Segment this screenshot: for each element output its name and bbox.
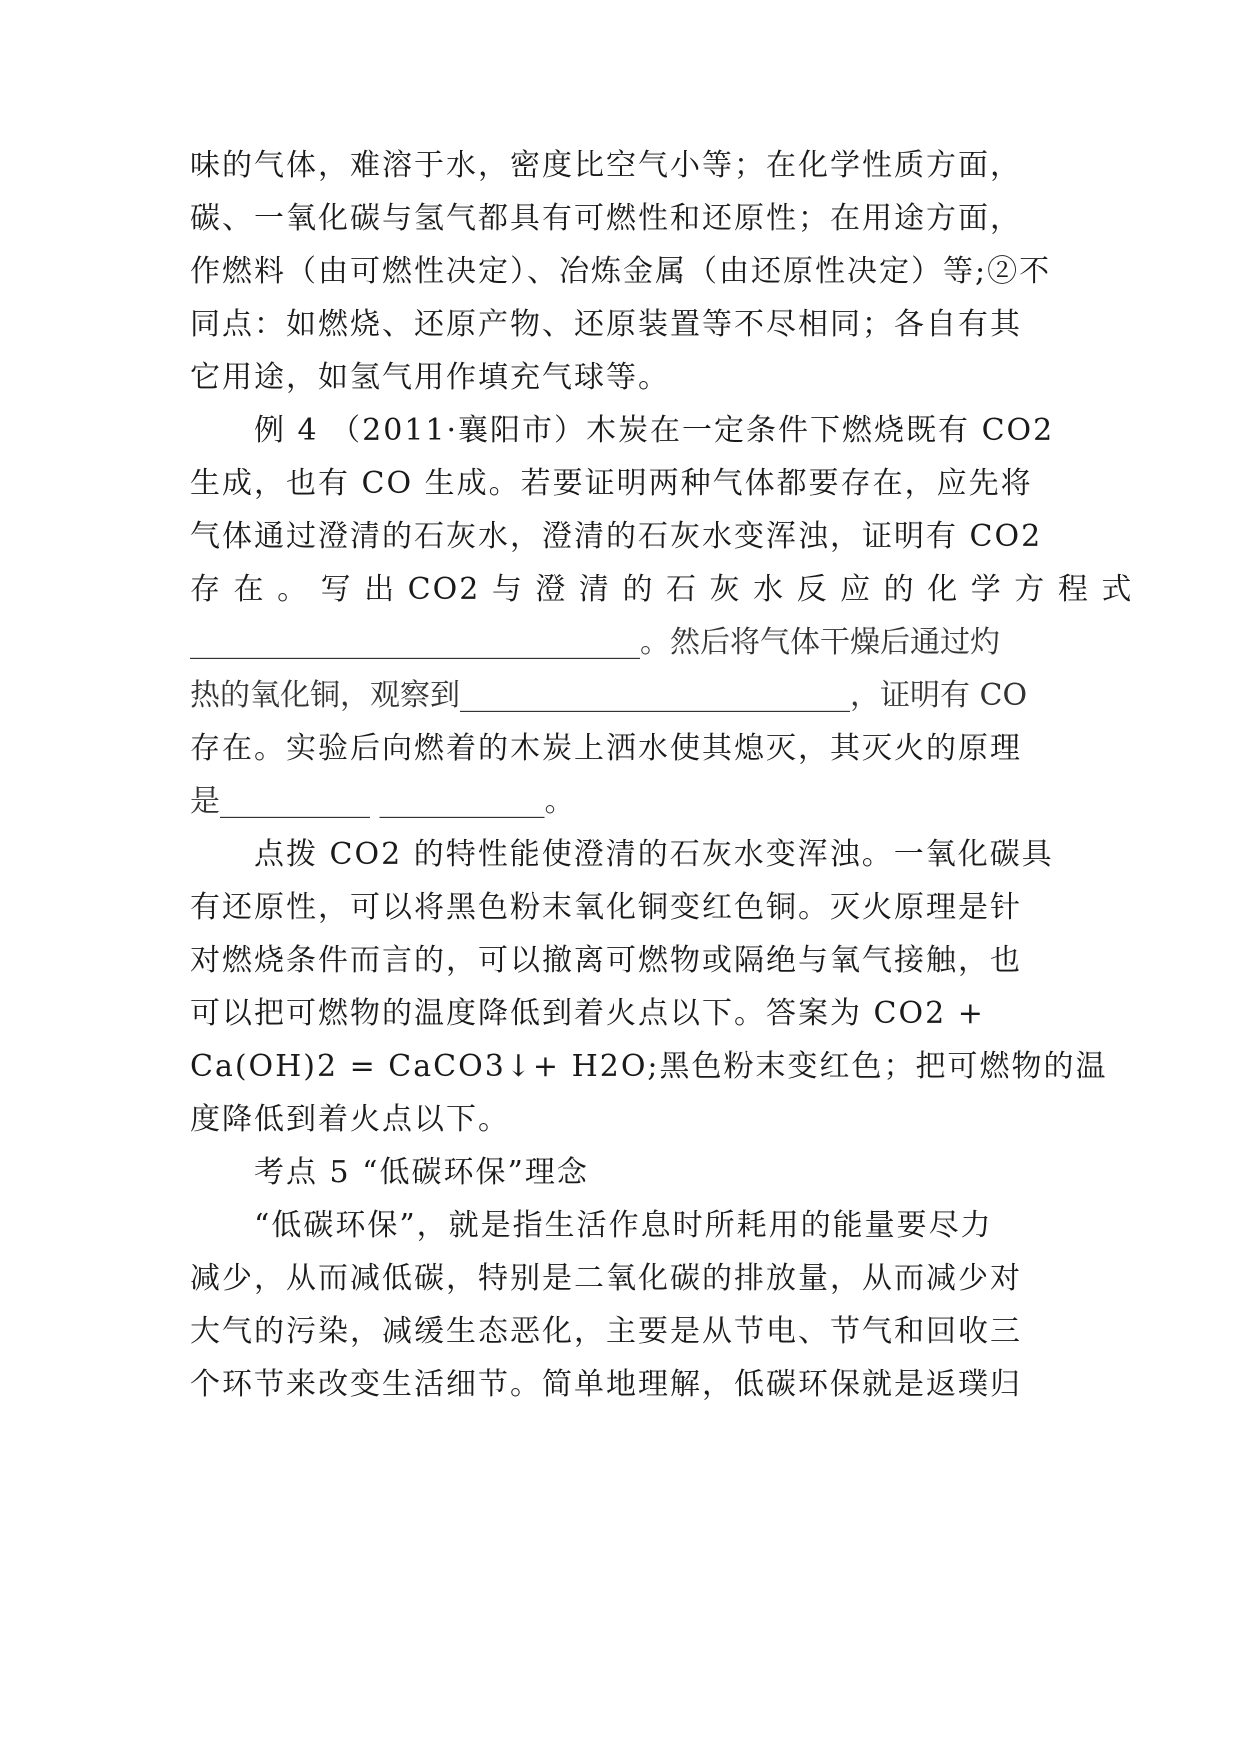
text-line: 作燃料（由可燃性决定）、冶炼金属（由还原性决定）等;②不 [190,254,1052,289]
text-line: 大气的污染，减缓生态恶化，主要是从节电、节气和回收三 [190,1314,1022,1349]
text-line: 它用途，如氢气用作填充气球等。 [190,360,670,395]
text-line: 存在。实验后向燃着的木炭上洒水使其熄灭，其灭火的原理 [190,731,1022,766]
fill-blank-line: 是__________ ___________。 [190,784,575,819]
text-line: 度降低到着火点以下。 [190,1102,510,1137]
fill-blank-line: 热的氧化铜，观察到__________________________，证明有 CO [190,678,1028,713]
hint-paragraph-start: 点拨 CO2 的特性能使澄清的石灰水变浑浊。一氧化碳具 [254,837,1054,872]
example-heading: 例 4 （2011·襄阳市）木炭在一定条件下燃烧既有 CO2 [254,413,1055,448]
text-line: 同点：如燃烧、还原产物、还原装置等不尽相同；各自有其 [190,307,1022,342]
text-line: 有还原性，可以将黑色粉末氧化铜变红色铜。灭火原理是针 [190,890,1022,925]
fill-blank-line: ______________________________。然后将气体干燥后通过灼 [190,625,1000,660]
paragraph-start: “低碳环保”，就是指生活作息时所耗用的能量要尽力 [254,1208,993,1243]
text-line: 对燃烧条件而言的，可以撤离可燃物或隔绝与氧气接触，也 [190,943,1022,978]
text-line: 可以把可燃物的温度降低到着火点以下。答案为 CO2 + [190,996,985,1031]
text-line: 气体通过澄清的石灰水，澄清的石灰水变浑浊，证明有 CO2 [190,519,1043,554]
text-line: 个环节来改变生活细节。简单地理解，低碳环保就是返璞归 [190,1367,1022,1402]
text-line: 碳、一氧化碳与氢气都具有可燃性和还原性；在用途方面， [190,201,1022,236]
text-line: 生成，也有 CO 生成。若要证明两种气体都要存在，应先将 [190,466,1033,501]
text-line: 味的气体，难溶于水，密度比空气小等；在化学性质方面， [190,148,1022,183]
text-line: 存 在 。 写 出 CO2 与 澄 清 的 石 灰 水 反 应 的 化 学 方 程 式 [190,572,1134,607]
text-line: Ca(OH)2 = CaCO3↓+ H2O;黑色粉末变红色；把可燃物的温 [190,1049,1108,1084]
text-line: 减少，从而减低碳，特别是二氧化碳的排放量，从而减少对 [190,1261,1022,1296]
section-heading: 考点 5 “低碳环保”理念 [254,1155,589,1190]
